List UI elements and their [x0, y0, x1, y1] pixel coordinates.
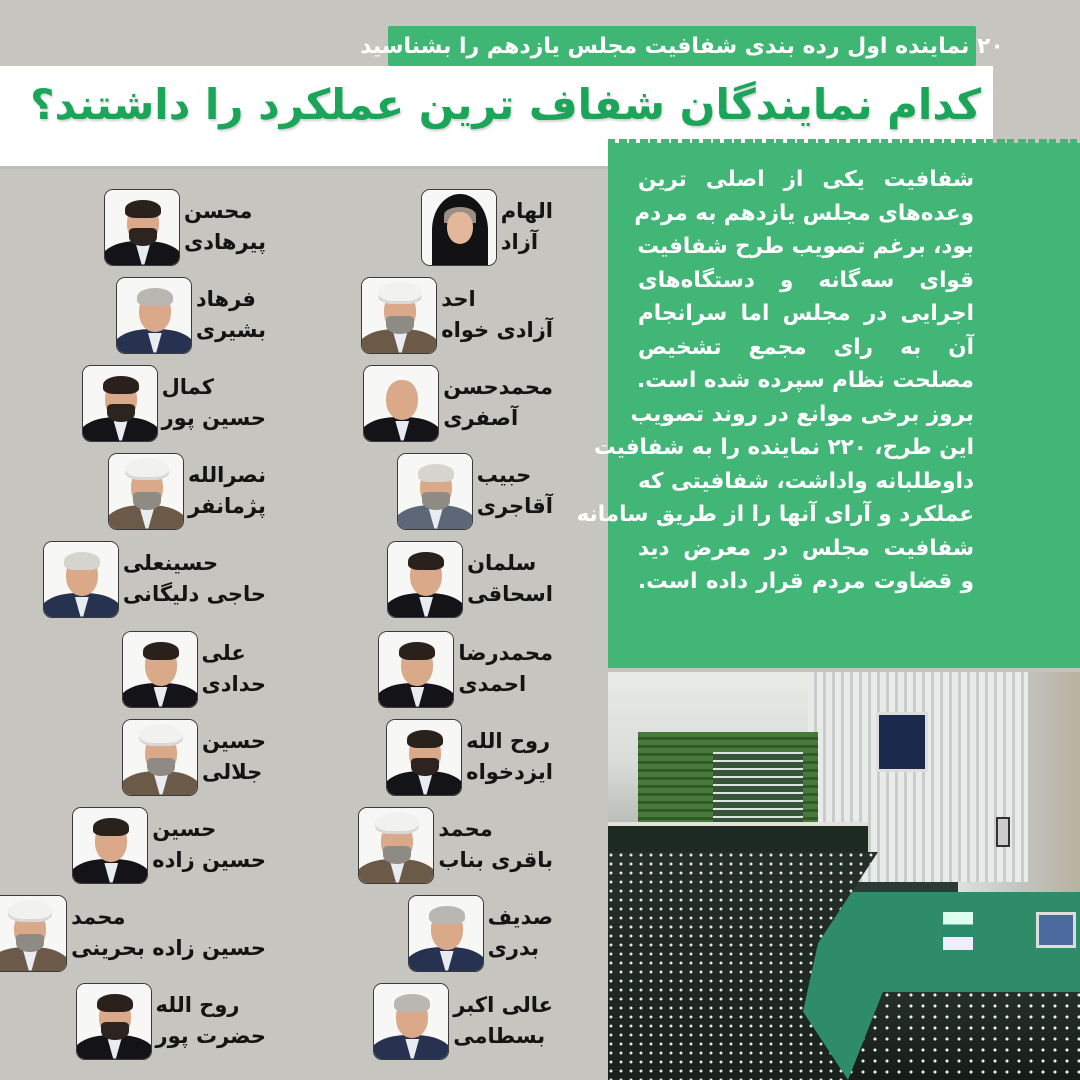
representative-name — [162, 372, 266, 434]
first-name: محمدحسن — [443, 375, 553, 399]
info-line: شفافیت مجلس در معرض دید — [638, 535, 974, 561]
turban-icon — [139, 724, 183, 746]
first-name: حسین — [202, 729, 266, 753]
info-paragraph — [576, 163, 974, 599]
representative-card — [104, 188, 266, 266]
representative-name — [441, 284, 553, 346]
monitor-screen — [1036, 912, 1076, 948]
avatar — [43, 541, 119, 618]
representative-card — [116, 276, 266, 354]
parliament-chamber-photo — [608, 672, 1080, 1080]
first-name: محسن — [184, 199, 253, 223]
info-line: قوای سه‌گانه و دستگاه‌های — [638, 267, 974, 293]
last-name: حسین پور — [161, 406, 266, 430]
avatar — [108, 453, 184, 530]
info-line: شفافیت یکی از اصلی ترین — [638, 167, 974, 192]
representative-card — [76, 982, 266, 1060]
representative-card — [378, 630, 553, 708]
subtitle-text: ۲۰ نماینده اول رده بندی شفافیت مجلس یازدهم را بشناسید — [360, 33, 1004, 59]
info-line: وعده‌های مجلس یازدهم به مردم — [634, 200, 974, 226]
representative-card — [421, 188, 553, 266]
portrait-frame — [996, 817, 1010, 847]
representative-name — [196, 284, 266, 346]
turban-icon — [378, 282, 422, 304]
avatar — [122, 719, 198, 796]
representative-name — [443, 372, 553, 434]
avatar — [387, 541, 463, 618]
representative-name — [458, 638, 553, 700]
last-name: حاجی دلیگانی — [122, 582, 266, 606]
avatar — [76, 983, 152, 1060]
last-name: پیرهادی — [184, 230, 266, 254]
last-name: آقاجری — [476, 494, 553, 518]
info-line: و قضاوت مردم قرار داده است. — [638, 569, 974, 594]
first-name: فرهاد — [195, 287, 256, 311]
turban-icon — [125, 458, 169, 480]
representative-card — [373, 982, 553, 1060]
last-name: جلالی — [202, 760, 263, 784]
representative-card — [108, 452, 266, 530]
representative-card — [82, 364, 266, 442]
last-name: آزاد — [500, 230, 539, 254]
avatar — [408, 895, 484, 972]
first-name: حسینعلی — [122, 551, 219, 575]
representative-name — [501, 196, 553, 258]
last-name: بشیری — [195, 318, 266, 342]
last-name: آزادی خواه — [441, 318, 553, 342]
first-name: حسین — [152, 817, 217, 841]
first-name: نصرالله — [187, 463, 266, 487]
first-name: الهام — [500, 199, 553, 223]
last-name: باقری بناب — [438, 848, 553, 872]
torn-edge — [608, 139, 1080, 147]
last-name: آصفری — [443, 406, 519, 430]
representative-card — [72, 806, 266, 884]
last-name: بسطامی — [453, 1024, 546, 1048]
first-name: محمدرضا — [458, 641, 553, 665]
avatar — [122, 631, 198, 708]
representative-name — [71, 902, 266, 964]
first-name: کمال — [161, 375, 214, 399]
first-name: علی — [201, 641, 246, 665]
last-name: احمدی — [458, 672, 527, 696]
info-line: مصلحت نظام سپرده شده است. — [636, 368, 974, 393]
representative-card — [363, 364, 553, 442]
representative-name — [488, 902, 553, 964]
avatar — [361, 277, 437, 354]
info-line: اجرایی در مجلس اما سرانجام — [638, 301, 974, 326]
representative-name — [188, 460, 266, 522]
representative-card — [408, 894, 553, 972]
avatar — [363, 365, 439, 442]
avatar — [104, 189, 180, 266]
first-name: احد — [441, 287, 476, 311]
avatar — [373, 983, 449, 1060]
avatar — [358, 807, 434, 884]
last-name: پژمانفر — [187, 494, 266, 518]
first-name: عالی اکبر — [453, 993, 553, 1017]
last-name: حدادی — [201, 672, 266, 696]
representative-card — [386, 718, 553, 796]
representative-card — [387, 540, 553, 618]
info-line: بروز برخی موانع در روند تصویب — [630, 401, 974, 427]
podium — [943, 912, 973, 950]
info-line: داوطلبانه واداشت، شفافیتی که — [637, 468, 974, 494]
info-line: عملکرد و آرای آنها را از طریق سامانه — [576, 502, 974, 527]
first-name: حبیب — [476, 463, 532, 487]
page-title: کدام نمایندگان شفاف ترین عملکرد را داشتند؟ — [30, 79, 981, 129]
info-panel — [576, 143, 1080, 668]
representative-name — [202, 726, 266, 788]
info-line: بود، برغم تصویب طرح شفافیت — [637, 234, 974, 259]
representative-card — [43, 540, 266, 618]
first-name: صدیف — [487, 905, 553, 929]
representative-name — [466, 726, 553, 788]
last-name: بدری — [487, 936, 540, 960]
info-line: آن به رای مجمع تشخیص — [638, 334, 974, 360]
turban-icon — [375, 812, 419, 834]
representative-card — [358, 806, 553, 884]
last-name: حضرت پور — [155, 1024, 266, 1048]
representative-name — [152, 814, 266, 876]
representative-name — [202, 638, 267, 700]
first-name: روح الله — [155, 993, 240, 1017]
representative-name — [123, 548, 266, 610]
representative-name — [156, 990, 266, 1052]
representative-name — [438, 814, 553, 876]
representative-card — [122, 718, 266, 796]
representative-card — [0, 894, 266, 972]
avatar — [421, 189, 497, 266]
representative-name — [453, 990, 553, 1052]
avatar — [397, 453, 473, 530]
representative-card — [361, 276, 553, 354]
first-name: محمد — [71, 905, 126, 929]
last-name: حسین زاده — [152, 848, 266, 872]
seating-rows — [848, 992, 1080, 1080]
avatar — [386, 719, 462, 796]
representative-name — [467, 548, 553, 610]
representative-card — [397, 452, 553, 530]
first-name: محمد — [438, 817, 493, 841]
info-line: این طرح، ۲۲۰ نماینده را به شفافیت — [593, 435, 974, 460]
turban-icon — [8, 900, 52, 922]
representative-name — [184, 196, 266, 258]
avatar — [0, 895, 67, 972]
representative-card — [122, 630, 267, 708]
representative-name — [477, 460, 553, 522]
avatar — [378, 631, 454, 708]
last-name: اسحاقی — [467, 582, 553, 606]
subtitle-bar — [360, 26, 1004, 66]
avatar — [72, 807, 148, 884]
avatar — [116, 277, 192, 354]
avatar — [82, 365, 158, 442]
last-name: حسین زاده بحرینی — [71, 936, 266, 960]
monitor-screen — [876, 712, 928, 772]
last-name: ایزدخواه — [466, 760, 553, 784]
first-name: سلمان — [467, 551, 537, 575]
first-name: روح الله — [466, 729, 551, 753]
